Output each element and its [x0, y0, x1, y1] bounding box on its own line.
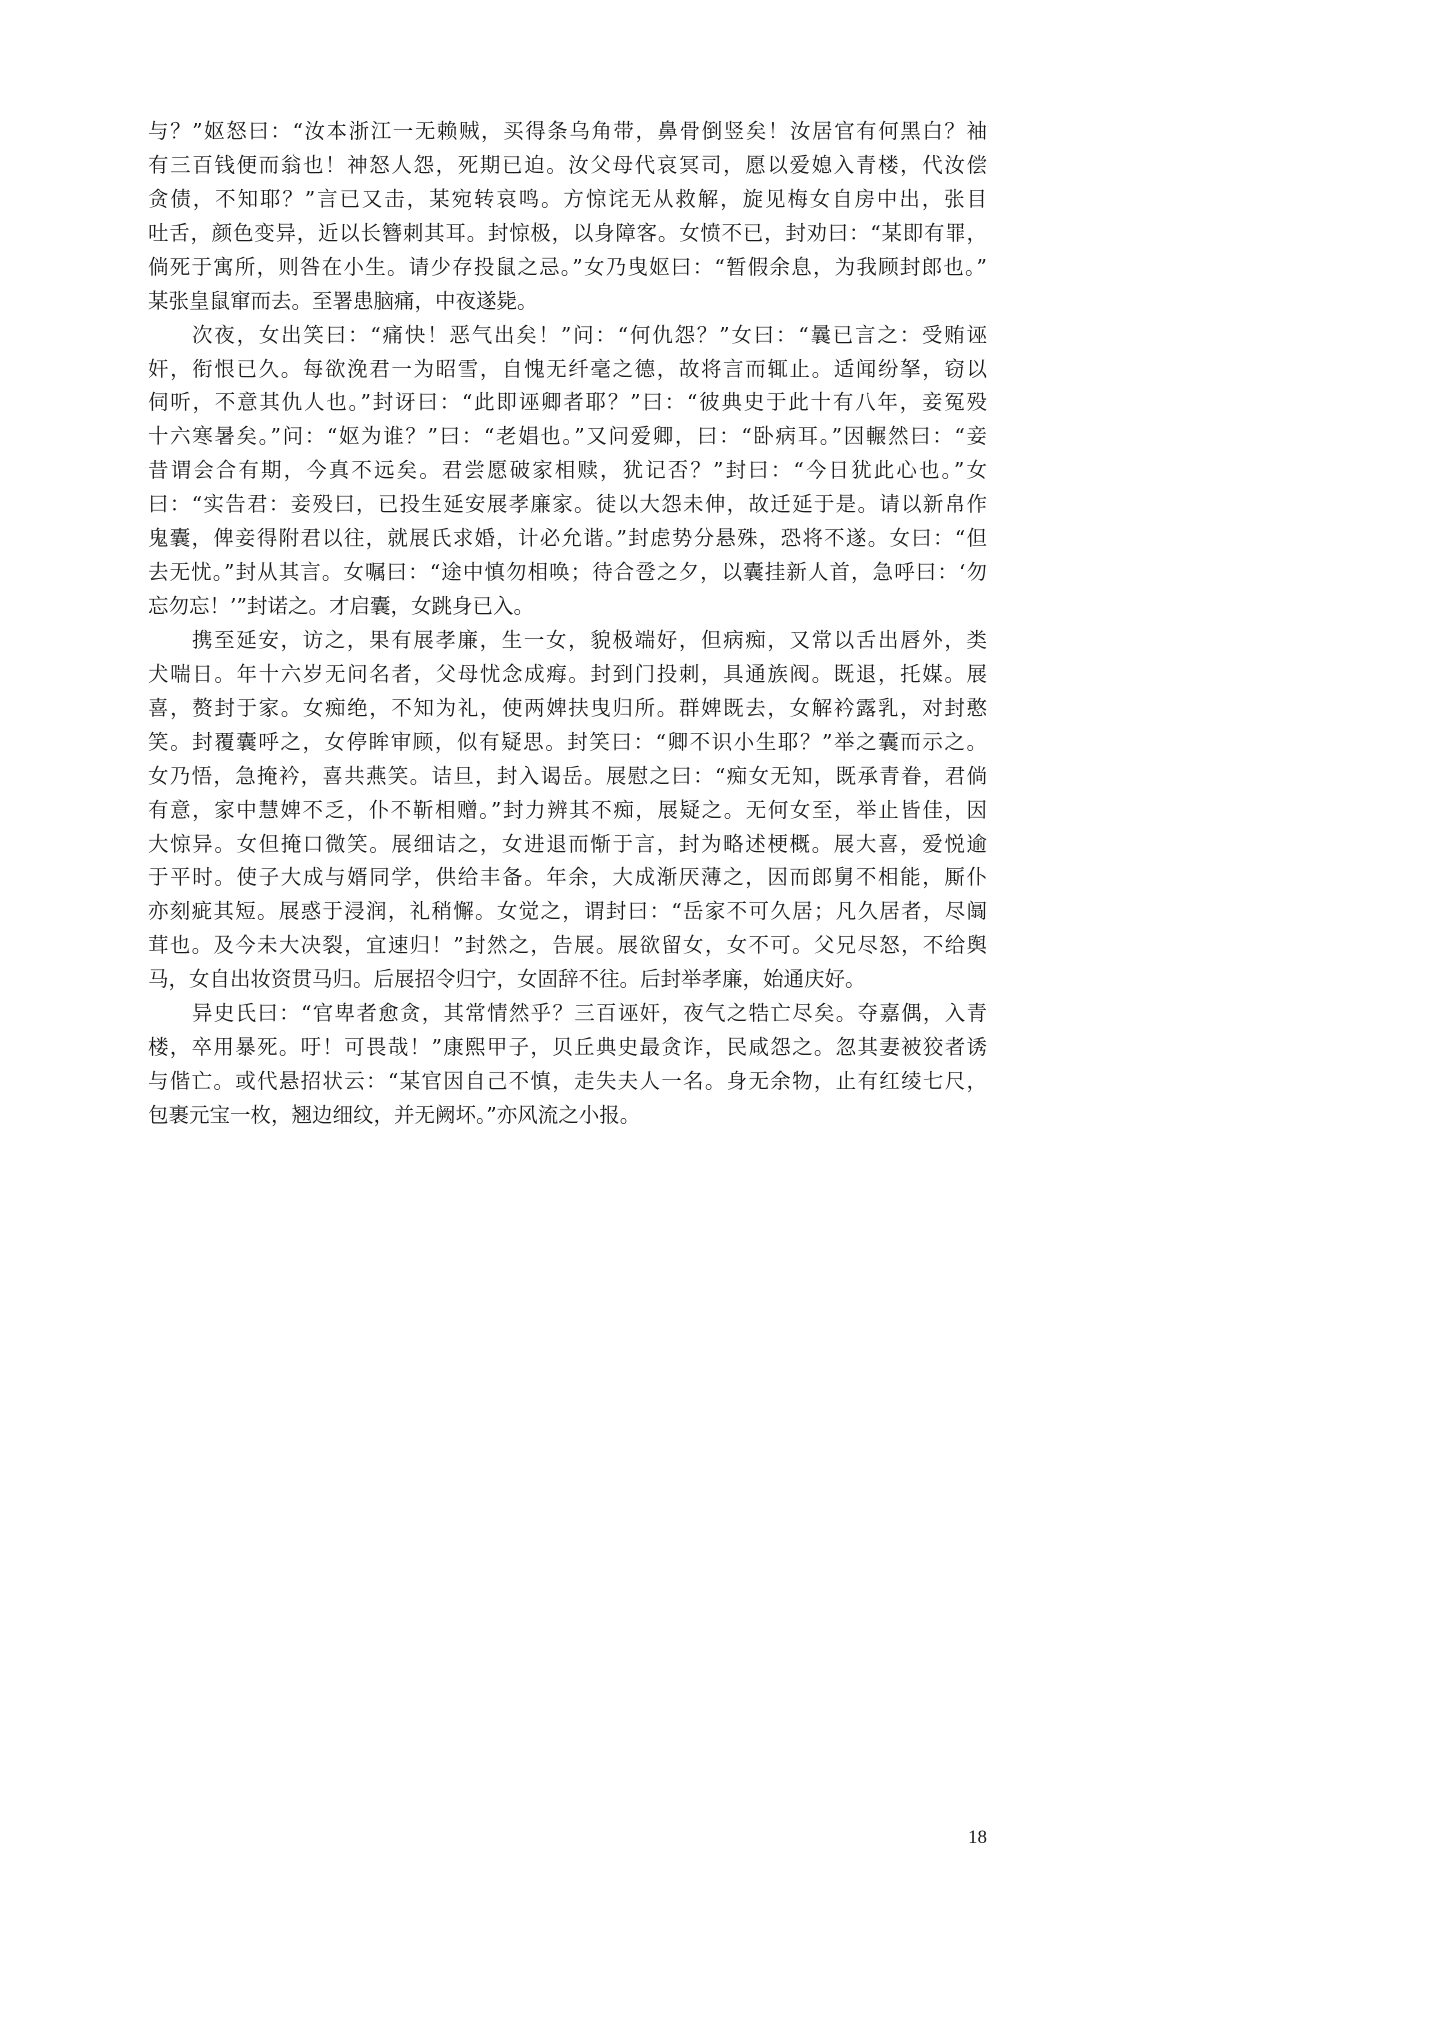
text-line: 有意，家中慧婢不乏，仆不靳相赠。”封力辨其不痴，展疑之。无何女至，举止皆佳，因 — [148, 797, 987, 822]
text-line: 异史氏曰：“官卑者愈贪，其常情然乎？三百诬奸，夜气之牿亡尽矣。夺嘉偶，入青 — [192, 1001, 987, 1026]
text-line: 去无忧。”封从其言。女嘱曰：“途中慎勿相唤；待合卺之夕，以囊挂新人首，急呼曰：‘勿 — [148, 560, 987, 585]
text-line: 曰：“实告君：妾殁曰，已投生延安展孝廉家。徒以大怨未伸，故迁延于是。请以新帛作 — [148, 492, 987, 517]
text-line: 喜，赘封于家。女痴绝，不知为礼，使两婢扶曳归所。群婢既去，女解衿露乳，对封憨 — [148, 695, 987, 720]
text-line: 笑。封覆囊呼之，女停眸审顾，似有疑思。封笑曰：“卿不识小生耶？”举之囊而示之。 — [148, 729, 987, 754]
text-line: 倘死于寓所，则咎在小生。请少存投鼠之忌。”女乃曳妪曰：“暂假余息，为我顾封郎也。” — [148, 254, 987, 279]
text-line: 忘勿忘！’”封诺之。才启囊，女跳身已入。 — [148, 594, 534, 619]
text-line: 鬼囊，俾妾得附君以往，就展氏求婚，计必允谐。”封虑势分悬殊，恐将不遂。女曰：“但 — [148, 526, 987, 551]
text-line: 次夜，女出笑曰：“痛快！恶气出矣！”问：“何仇怨？”女曰：“曩已言之：受贿诬 — [192, 322, 987, 347]
text-line: 马，女自出妆资贯马归。后展招令归宁，女固辞不往。后封举孝廉，始通庆好。 — [148, 967, 866, 992]
text-line: 亦刻疵其短。展惑于浸润，礼稍懈。女觉之，谓封曰：“岳家不可久居；凡久居者，尽阘 — [148, 899, 987, 924]
text-line: 有三百钱便而翁也！神怒人怨，死期已迫。汝父母代哀冥司，愿以爱媳入青楼，代汝偿 — [148, 152, 987, 177]
text-line: 奸，衔恨已久。每欲浼君一为昭雪，自愧无纤毫之德，故将言而辄止。适闻纷拏，窃以 — [148, 356, 987, 381]
page-number: 18 — [968, 1827, 987, 1848]
text-line: 包裹元宝一枚，翘边细纹，并无阙坏。”亦风流之小报。 — [148, 1102, 641, 1127]
text-line: 大惊异。女但掩口微笑。展细诘之，女进退而惭于言，封为略述梗概。展大喜，爱悦逾 — [148, 831, 987, 856]
text-line: 十六寒暑矣。”问：“妪为谁？”曰：“老娼也。”又问爱卿，曰：“卧病耳。”因輾然曰：“妾 — [148, 424, 987, 449]
text-line: 贪债，不知耶？”言已又击，某宛转哀鸣。方惊诧无从救解，旋见梅女自房中出，张目 — [148, 186, 987, 211]
text-line: 昔谓会合有期，今真不远矣。君尝愿破家相赎，犹记否？”封曰：“今日犹此心也。”女 — [148, 458, 987, 483]
text-line: 某张皇鼠窜而去。至署患脑痛，中夜遂毙。 — [148, 288, 538, 313]
text-line: 犬喘日。年十六岁无问名者，父母忧念成痗。封到门投刺，具通族阀。既退，托媒。展 — [148, 661, 987, 686]
text-line: 与？”妪怒曰：“汝本浙江一无赖贼，买得条乌角带，鼻骨倒竖矣！汝居官有何黑白？袖 — [148, 119, 987, 143]
text-line: 伺听，不意其仇人也。”封讶曰：“此即诬卿者耶？”曰：“彼典史于此十有八年，妾冤殁 — [148, 390, 987, 415]
text-line: 吐舌，颜色变异，近以长簪刺其耳。封惊极，以身障客。女愤不已，封劝曰：“某即有罪， — [148, 220, 987, 245]
text-line: 携至延安，访之，果有展孝廉，生一女，貌极端好，但病痴，又常以舌出唇外，类 — [192, 627, 987, 652]
text-line: 与偕亡。或代悬招状云：“某官因自己不慎，走失夫人一名。身无余物，止有红绫七尺， — [148, 1069, 987, 1094]
text-line: 女乃悟，急掩衿，喜共燕笑。诘旦，封入谒岳。展慰之曰：“痴女无知，既承青眷，君倘 — [148, 763, 987, 788]
text-line: 于平时。使子大成与婿同学，供给丰备。年余，大成渐厌薄之，因而郎舅不相能，厮仆 — [148, 865, 987, 890]
text-line: 楼，卒用暴死。吁！可畏哉！”康熙甲子，贝丘典史最贪诈，民咸怨之。忽其妻被狡者诱 — [148, 1035, 987, 1060]
text-line: 茸也。及今未大决裂，宜速归！”封然之，告展。展欲留女，女不可。父兄尽怒，不给舆 — [148, 933, 987, 958]
